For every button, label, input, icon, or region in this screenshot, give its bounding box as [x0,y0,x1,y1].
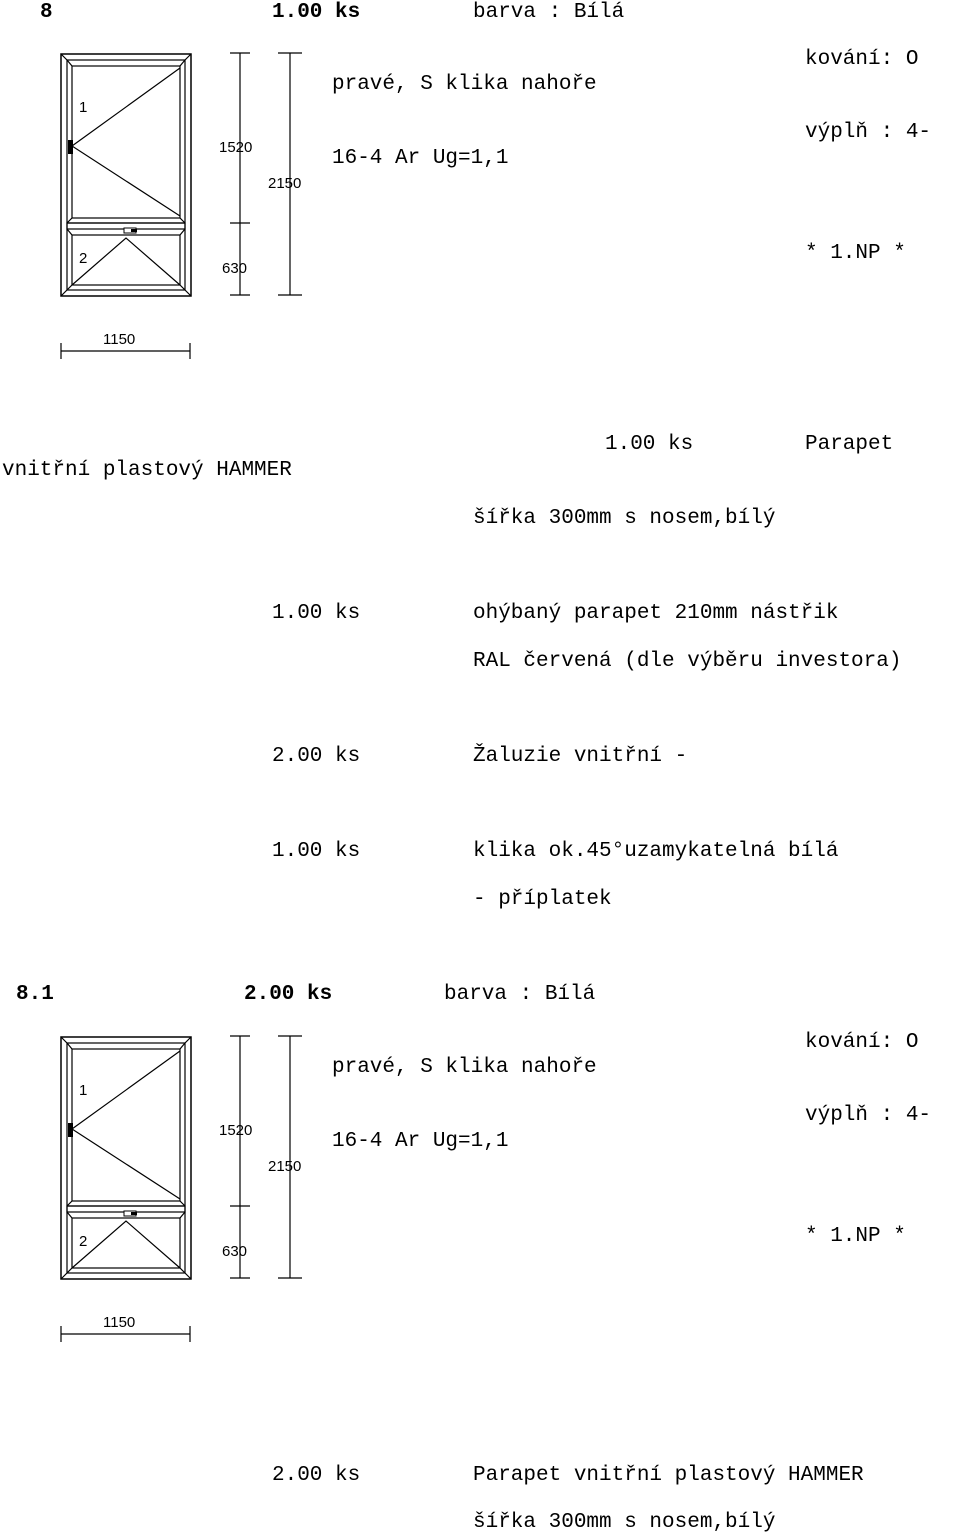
floor-label: * 1.NP * [805,1225,906,1248]
accessory-desc: šířka 300mm s nosem,bílý [473,507,776,530]
accessory-desc: ohýbaný parapet 210mm nástřik [473,602,839,625]
opening-spec: pravé, S klika nahoře [332,73,597,96]
accessory-desc: vnitřní plastový HAMMER [2,459,292,482]
accessory-desc: RAL červená (dle výběru investora) [473,650,902,673]
sash-label-bottom: 2 [79,1233,88,1250]
item-quantity: 1.00 ks [272,1,361,24]
accessory-desc: Žaluzie vnitřní - [473,745,688,768]
accessory-desc: šířka 300mm s nosem,bílý [473,1511,776,1534]
dim-height-total: 2150 [268,1158,302,1175]
hardware-spec: kování: O [805,48,919,71]
opening-spec: pravé, S klika nahoře [332,1056,597,1079]
accessory-name: Parapet [805,433,894,456]
glazing-spec: 16-4 Ar Ug=1,1 [332,1130,509,1153]
hardware-spec: kování: O [805,1031,919,1054]
accessory-qty: 1.00 ks [272,840,361,863]
fill-spec: výplň : 4- [805,1104,932,1127]
accessory-qty: 1.00 ks [605,433,694,456]
dim-height-bottom: 630 [222,260,248,277]
accessory-desc: - příplatek [473,888,612,911]
accessory-desc: Parapet vnitřní plastový HAMMER [473,1464,864,1487]
sash-label-top: 1 [79,99,88,116]
glazing-spec: 16-4 Ar Ug=1,1 [332,147,509,170]
accessory-qty: 1.00 ks [272,602,361,625]
dim-height-top: 1520 [219,1122,253,1139]
dim-height-total: 2150 [268,175,302,192]
dim-width: 1150 [103,1314,136,1331]
item-color: barva : Bílá [444,983,596,1006]
dim-width: 1150 [103,331,136,348]
accessory-qty: 2.00 ks [272,745,361,768]
accessory-qty: 2.00 ks [272,1464,361,1487]
sash-label-bottom: 2 [79,250,88,267]
accessory-desc: klika ok.45°uzamykatelná bílá [473,840,839,863]
item-number: 8 [40,1,53,24]
fill-spec: výplň : 4- [805,121,932,144]
item-color: barva : Bílá [473,1,625,24]
handle-icon [68,1123,137,1216]
floor-label: * 1.NP * [805,242,906,265]
sash-label-top: 1 [79,1082,88,1099]
dim-height-bottom: 630 [222,1243,248,1260]
handle-icon [68,140,137,233]
item-quantity: 2.00 ks [244,983,333,1006]
item-number: 8.1 [16,983,54,1006]
dim-height-top: 1520 [219,139,253,156]
